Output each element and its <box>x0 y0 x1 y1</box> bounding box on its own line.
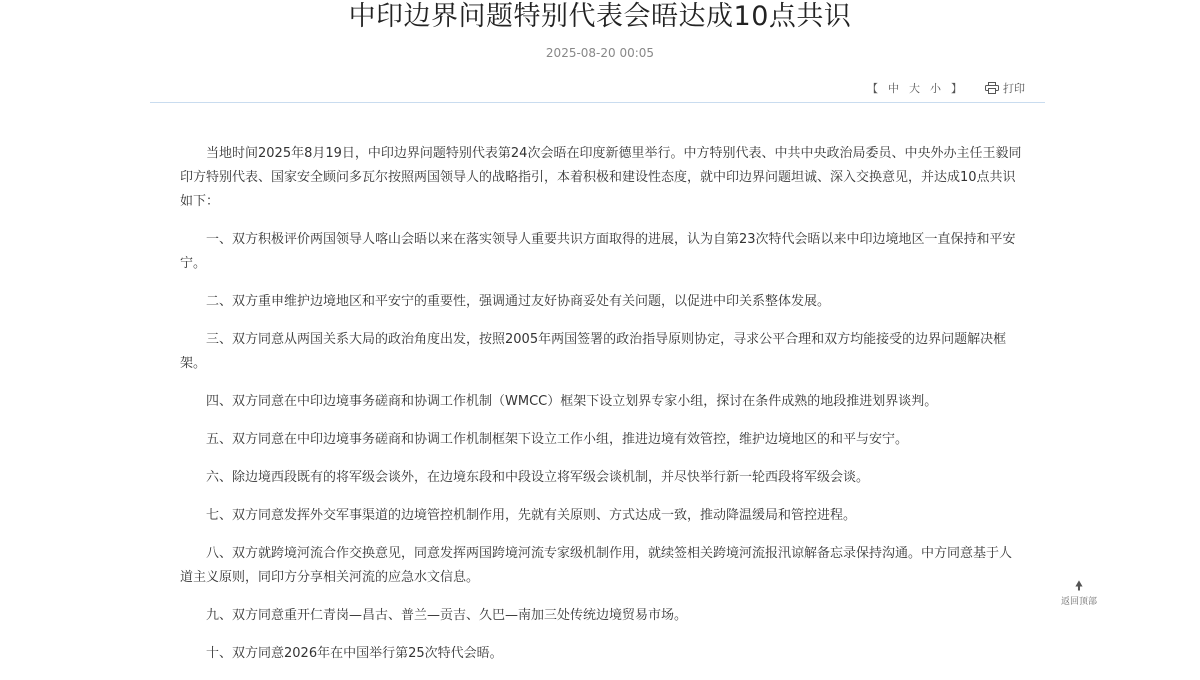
bracket-close: 】 <box>951 82 962 95</box>
font-size-medium-button[interactable]: 大 <box>909 82 920 95</box>
article-paragraph: 三、双方同意从两国关系大局的政治角度出发，按照2005年两国签署的政治指导原则协定，寻求公平合理和双方均能接受的边界问题解决框架。 <box>180 332 1007 371</box>
printer-icon <box>985 82 999 94</box>
article-paragraph: 二、双方重申维护边境地区和平安宁的重要性，强调通过友好协商妥处有关问题，以促进中印关系整体发展。 <box>206 294 831 309</box>
publish-date: 2025-08-20 00:05 <box>545 46 655 60</box>
back-to-top-label: 返回顶部 <box>1060 597 1097 607</box>
bracket-open: 【 <box>867 82 878 95</box>
article-paragraph: 七、双方同意发挥外交军事渠道的边境管控机制作用，先就有关原则、方式达成一致，推动降温缓局和管控进程。 <box>206 508 857 523</box>
article-body <box>180 142 1023 680</box>
article-paragraph: 一、双方积极评价两国领导人喀山会晤以来在落实领导人重要共识方面取得的进展，认为自第23次特代会晤以来中印边境地区一直保持和平安宁。 <box>180 232 1016 271</box>
article-paragraph: 四、双方同意在中印边境事务磋商和协调工作机制（WMCC）框架下设立划界专家小组，探讨在条件成熟的地段推进划界谈判。 <box>206 394 938 409</box>
article-toolbar <box>862 80 1025 96</box>
back-to-top-button[interactable] <box>1058 580 1100 607</box>
article-paragraph: 九、双方同意重开仁青岗—昌古、普兰—贡吉、久巴—南加三处传统边境贸易市场。 <box>206 608 688 623</box>
print-label: 打印 <box>1003 82 1025 95</box>
article-paragraph: 六、除边境西段既有的将军级会谈外，在边境东段和中段设立将军级会谈机制，并尽快举行新一轮西段将军级会谈。 <box>206 470 870 485</box>
article-paragraph: 十、双方同意2026年在中国举行第25次特代会晤。 <box>206 646 503 661</box>
article-title: 中印边界问题特别代表会晤达成10点共识 <box>348 1 852 32</box>
article-paragraph: 八、双方就跨境河流合作交换意见，同意发挥两国跨境河流专家级机制作用，就续签相关跨境河流报汛谅解备忘录保持沟通。中方同意基于人道主义原则，同印方分享相关河流的应急水文信息。 <box>180 546 1013 585</box>
font-size-selector <box>862 80 967 96</box>
article-paragraph: 五、双方同意在中印边境事务磋商和协调工作机制框架下设立工作小组，推进边境有效管控，维护边境地区的和平与安宁。 <box>206 432 909 447</box>
print-button[interactable] <box>985 80 1025 96</box>
font-size-large-button[interactable]: 中 <box>888 82 899 95</box>
arrow-up-icon: 🠝 <box>1074 579 1084 594</box>
article-paragraph: 当地时间2025年8月19日，中印边界问题特别代表第24次会晤在印度新德里举行。中方特别代表、中共中央政治局委员、中央外办主任王毅同印方特别代表、国家安全顾问多瓦尔按照两国领导人的战略指引，本着积极和建设性态度，就中印边界问题坦诚、深入交换意见，并达成10点共识如下： <box>180 146 1022 209</box>
font-size-small-button[interactable]: 小 <box>930 82 941 95</box>
title-divider <box>150 102 1045 103</box>
